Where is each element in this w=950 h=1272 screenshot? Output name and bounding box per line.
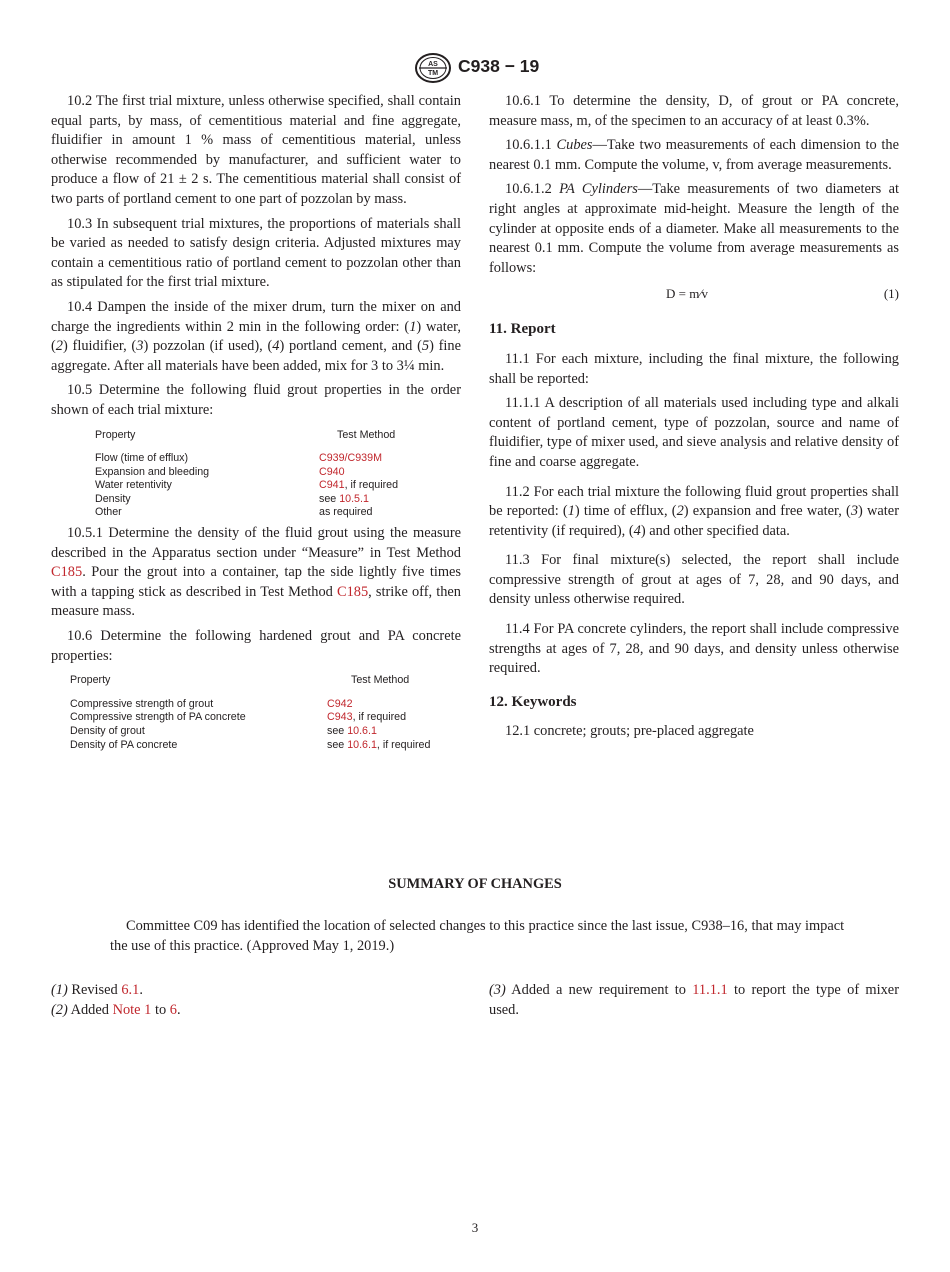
paragraph-10-6-1: 10.6.1 To determine the density, D, of grout or PA concrete, measure mass, m, of the specimen to an accuracy of at least 0.3%. — [489, 93, 899, 129]
svg-text:AS: AS — [428, 61, 438, 68]
change-item: (2) Added Note 1 to 6. — [51, 1001, 181, 1018]
reference-link[interactable]: C185 — [51, 564, 83, 581]
paragraph-10-5-1: 10.5.1 Determine the density of the fluid grout using the measure described in the Apparatus section under “Measure” in Test Method C185. Pour the grout into a container, tap the side lightly five times with a tapping stick as described in Test Method C185, strike off, then measure mass. — [51, 525, 461, 620]
table-row: Compressive strength of PA concrete C943, if required — [70, 711, 407, 724]
section-11-heading: 11. Report — [489, 321, 556, 338]
table-row: Water retentivity C941, if required — [95, 479, 399, 492]
changes-list-right — [489, 981, 899, 1020]
reference-link[interactable]: C942 — [327, 697, 353, 710]
svg-text:TM: TM — [427, 70, 439, 77]
reference-link[interactable]: C941 — [319, 479, 345, 492]
paragraph-10-6-1-1: 10.6.1.1 Cubes—Take two measurements of each dimension to the nearest 0.1 mm. Compute the volume, v, from average measurements. — [489, 137, 900, 173]
section-12-heading: 12. Keywords — [489, 693, 577, 710]
page-header — [0, 52, 950, 86]
paragraph-10-2: 10.2 The first trial mixture, unless otherwise specified, shall contain equal parts, by mass, of cementitious material and fine aggregate, fluidifier in amount 1 % mass of cementitious material, unless otherwise recommended by manufacturer, and sufficient water to produce a flow of 21 ± 2 s. The cementitious material shall consist of two parts of portland cement to one part of pozzolan by mass. — [51, 93, 461, 207]
paragraph-11-4: 11.4 For PA concrete cylinders, the report shall include compressive strengths at ages of 7, 28, and 90 days, and density unless otherwise required. — [489, 621, 899, 677]
paragraph-10-3: 10.3 In subsequent trial mixtures, the proportions of materials shall be varied as needed to satisfy design criteria. Adjusted mixtures may contain a cementitious ratio of portland cement to pozzolan other than as stipulated for the first trial mixture. — [51, 215, 461, 291]
paragraph-11-1-1: 11.1.1 A description of all materials used including type and alkali content of portland cement, type of pozzolan, source and name of fluidifier, type of mixer used, and sieve analysis and relative density of fine and coarse aggregate. — [489, 395, 899, 470]
table-header-test-method: Test Method — [351, 674, 410, 687]
paragraph-11-1: 11.1 For each mixture, including the final mixture, the following shall be reported: — [489, 350, 899, 387]
table-row: Expansion and bleeding C940 — [95, 465, 345, 478]
paragraph-11-2: 11.2 For each trial mixture the following fluid grout properties shall be reported: (1) time of efflux, (2) expansion and free water, (3) water retentivity (if required), (4) and other specified data. — [489, 483, 899, 539]
density-equation — [489, 284, 899, 306]
table-header-property: Property — [95, 428, 136, 441]
left-column — [51, 92, 461, 756]
paragraph-11-3: 11.3 For final mixture(s) selected, the report shall include compressive strength of grout at ages of 7, 28, and 90 days, and density unless otherwise required. — [489, 552, 899, 608]
reference-link[interactable]: C939/C939M — [319, 452, 382, 465]
right-column — [489, 92, 899, 747]
reference-link[interactable]: 10.6.1 — [347, 725, 377, 737]
paragraph-12-1: 12.1 concrete; grouts; pre-placed aggregate — [505, 723, 754, 740]
reference-link[interactable]: C943 — [327, 711, 353, 724]
paragraph-10-4: 10.4 Dampen the inside of the mixer drum, turn the mixer on and charge the ingredients within 2 min in the following order: (1) water, (2) fluidifier, (3) pozzolan (if used), (4) portland cement, and (5) fine aggregate. After all materials have been added, mix for 3 to 3¼ min. — [51, 298, 461, 374]
table-header-test-method: Test Method — [337, 428, 396, 441]
reference-link[interactable]: C940 — [319, 465, 345, 478]
equation-number: (1) — [883, 286, 899, 302]
summary-of-changes-title: SUMMARY OF CHANGES — [388, 876, 562, 892]
page-number: 3 — [471, 1220, 479, 1235]
equation-expression: D = m⁄v — [666, 286, 709, 302]
reference-link[interactable]: 10.6.1 — [347, 738, 377, 751]
astm-logo-icon — [414, 52, 452, 84]
table-row: Compressive strength of grout C942 — [70, 697, 353, 710]
hardened-grout-properties-table — [70, 674, 430, 752]
paragraph-10-5: 10.5 Determine the following fluid grout properties in the order shown of each trial mixture: — [51, 382, 461, 418]
table-row: Flow (time of efflux) C939/C939M — [95, 452, 382, 465]
table-header-property: Property — [70, 674, 111, 687]
paragraph-10-6-1-2: 10.6.1.2 PA Cylinders—Take measurements of two diameters at right angles at approximate mid-height. Measure the length of the cylinder at opposite ends of a diameter. Make all measurements to the nearest 0.1 mm. Compute the volume from average measurements as follows: — [489, 181, 899, 276]
fluid-grout-properties-table — [95, 429, 398, 521]
reference-link[interactable]: 11.1.1 — [692, 982, 728, 998]
changes-list-left — [51, 981, 461, 1020]
summary-of-changes-text: Committee C09 has identified the location of selected changes to this practice since the last issue, C938–16, that may impact the use of this practice. (Approved May 1, 2019.) — [110, 918, 845, 954]
reference-link[interactable]: C185 — [336, 583, 369, 600]
table-row: Density of PA concrete see 10.6.1, if required — [70, 738, 431, 751]
table-row: Density of grout see 10.6.1 — [70, 725, 377, 737]
document-id: C938 − 19 — [458, 56, 540, 76]
table-row: Other as required — [95, 506, 373, 519]
change-item: (1) Revised 6.1. — [51, 982, 143, 998]
change-item: (3) Added a new requirement to 11.1.1 to report the type of mixer used. — [489, 982, 899, 1018]
reference-link[interactable]: 6 — [169, 1001, 177, 1018]
table-row: Density see 10.5.1 — [95, 492, 369, 505]
reference-link[interactable]: Note 1 — [112, 1001, 152, 1018]
reference-link[interactable]: 6.1 — [121, 982, 140, 998]
reference-link[interactable]: 10.5.1 — [339, 492, 369, 505]
paragraph-10-6: 10.6 Determine the following hardened grout and PA concrete properties: — [51, 628, 461, 664]
